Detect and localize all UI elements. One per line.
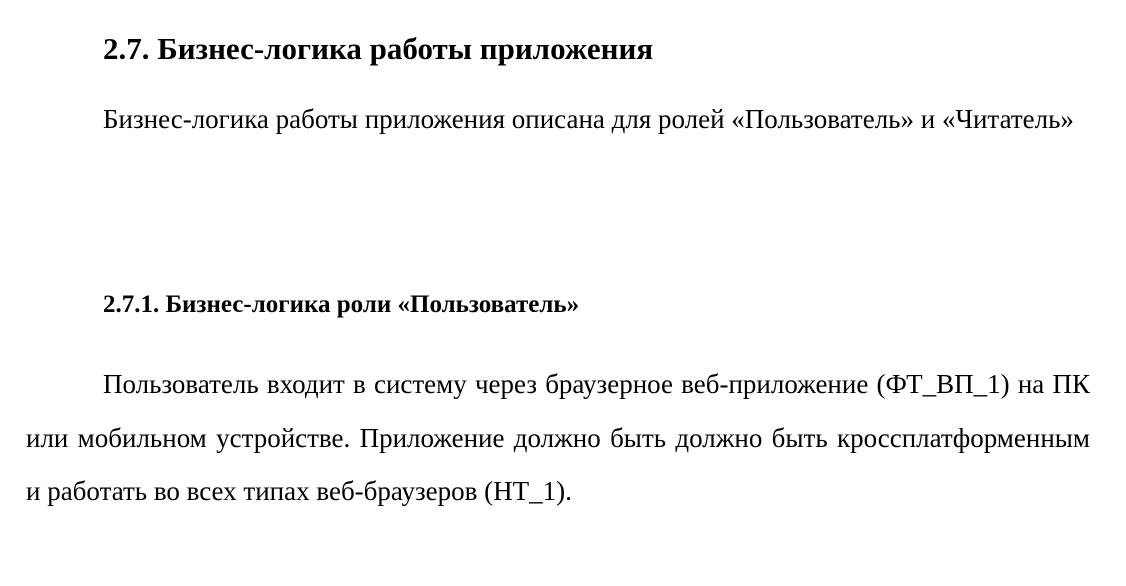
- section-heading: 2.7. Бизнес-логика работы приложения: [103, 31, 654, 66]
- user-role-paragraph: Пользователь входит в систему через браузерное веб-приложение (ФТ_ВП_1) на ПК или мобильном устройстве. Приложение должно быть должно быть кроссплатформенным и работать во всех типах веб-браузеров (НТ_1).: [26, 369, 1090, 506]
- subsection-heading: 2.7.1. Бизнес-логика роли «Пользователь»: [103, 291, 580, 318]
- intro-paragraph: Бизнес-логика работы приложения описана для ролей «Пользователь» и «Читатель»: [103, 104, 1074, 134]
